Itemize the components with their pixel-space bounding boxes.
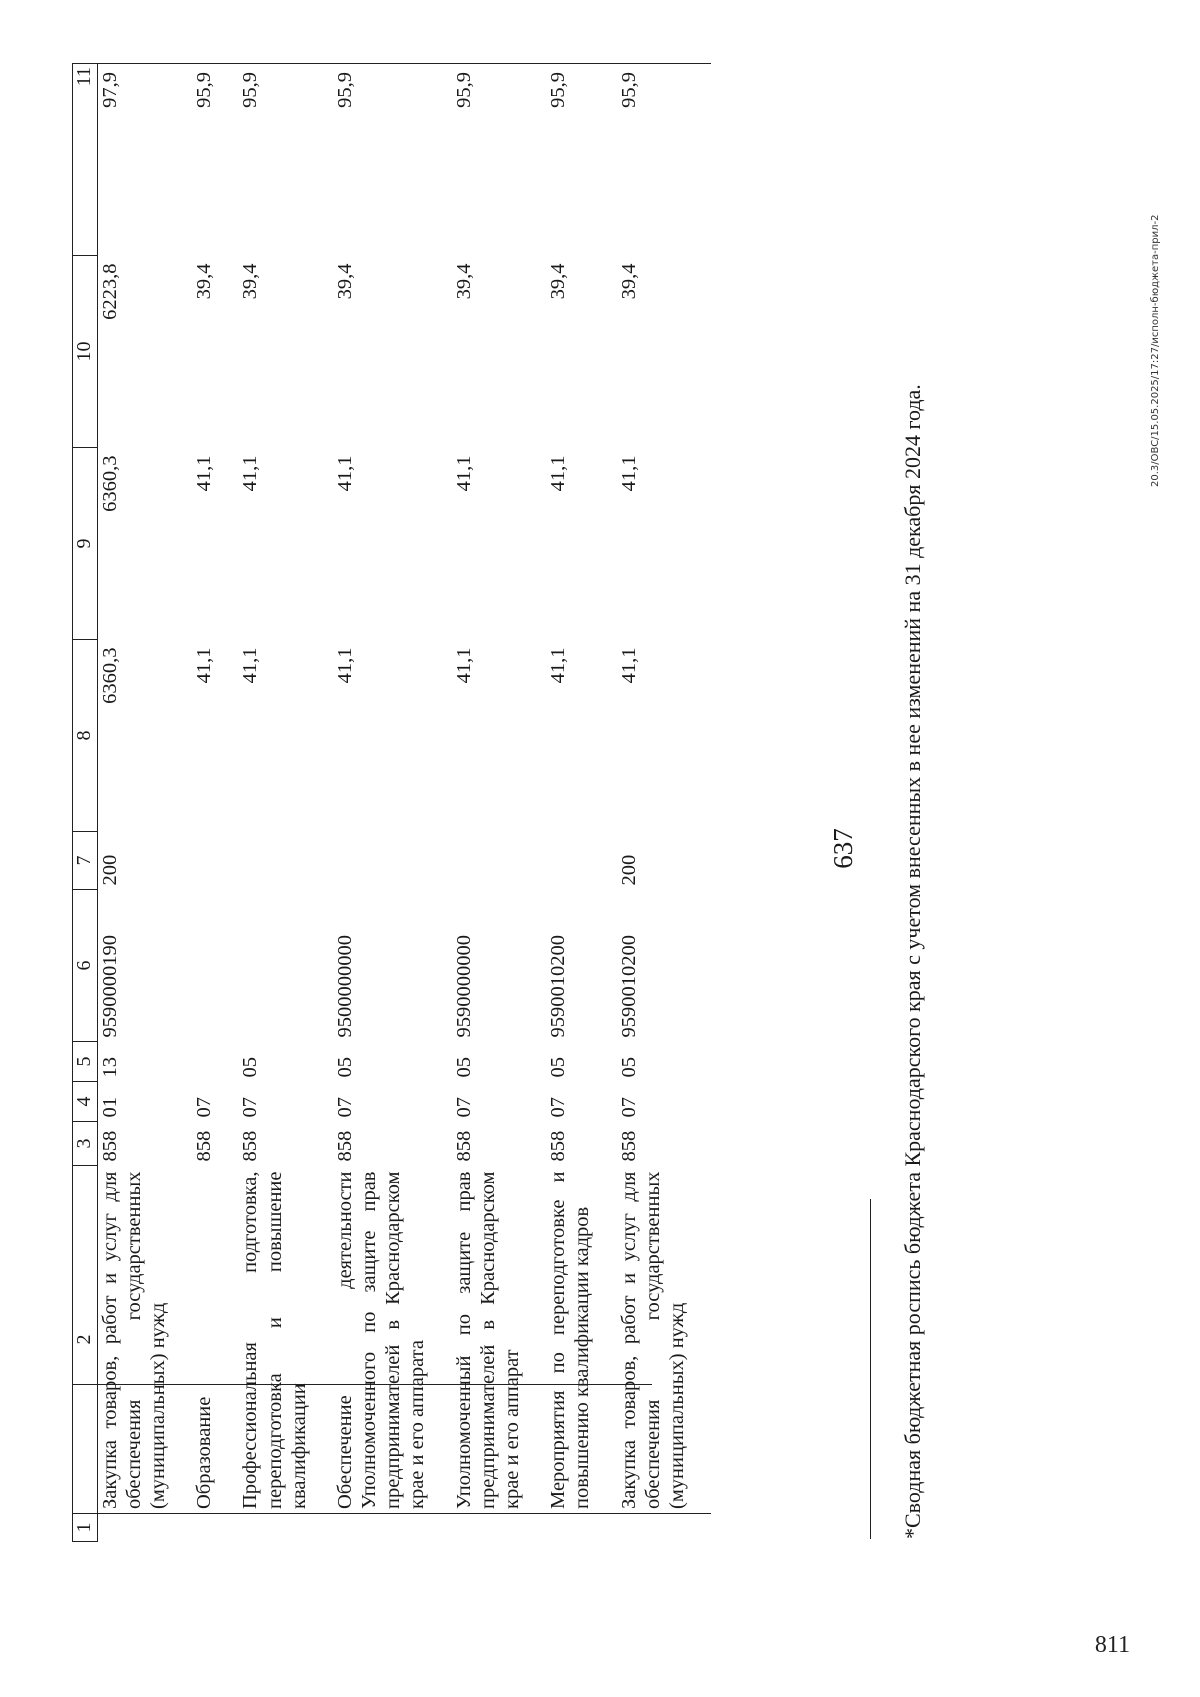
row-value-9: 6360,3 [98,455,121,512]
row-code-5: 05 [452,1057,475,1078]
table-row [617,64,712,1542]
row-code-7 [546,832,616,890]
empty-cell [617,1514,712,1542]
table-row [192,64,238,1542]
row-value-8: 41,1 [547,647,570,684]
row-code-4: 07 [452,1097,475,1118]
budget-table [72,63,711,1542]
row-code-6: 9590000190 [98,935,121,1038]
row-code-6: 9590000000 [452,935,475,1038]
row-value-10: 39,4 [193,263,216,300]
row-value-10: 39,4 [547,263,570,300]
header-col-5: 5 [73,1042,98,1082]
row-name: Уполномоченный по защите прав предпринимателей в Краснодарском крае и его аппарат [452,1166,547,1514]
row-code-7 [333,832,452,890]
row-value-8: 41,1 [239,647,262,684]
row-value-8: 41,1 [333,647,356,684]
row-code-3: 858 [98,1130,121,1162]
header-col-10: 10 [73,256,98,448]
row-name: Обеспечение деятельности Уполномоченного по защите прав предпринимателей в Краснодарском крае и его аппарата [333,1166,452,1514]
row-value-10: 6223,8 [98,263,121,320]
row-code-6: 9590010200 [617,935,640,1038]
header-col-7: 7 [73,832,98,890]
row-code-7: 200 [98,854,121,886]
table-row [238,64,333,1542]
row-code-4: 07 [193,1097,216,1118]
row-value-9: 41,1 [547,455,570,492]
header-col-3: 3 [73,1122,98,1166]
row-code-5: 05 [547,1057,570,1078]
document-stamp: 20.3/OBC/15.05.2025/17:27/исполн-бюджета-прил-2 [1150,214,1161,487]
row-name: Закупка товаров, работ и услуг для обеспечения государственных (муниципальных) нужд [617,1166,712,1514]
row-value-10: 39,4 [452,263,475,300]
row-code-6: 9500000000 [333,935,356,1038]
header-col-4: 4 [73,1082,98,1122]
row-value-11: 95,9 [192,64,238,256]
table-row [333,64,452,1542]
header-col-11: 11 [73,64,98,256]
row-code-3: 858 [193,1130,216,1162]
row-code-3: 858 [547,1130,570,1162]
empty-cell [546,1514,616,1542]
table-row [452,64,547,1542]
row-value-8: 41,1 [617,647,640,684]
row-code-4: 01 [98,1097,121,1118]
row-code-3: 858 [333,1130,356,1162]
footnote-separator [870,1199,871,1539]
header-col-6: 6 [73,890,98,1042]
empty-cell [452,1514,547,1542]
row-name: Мероприятия по переподготовке и повышению квалификации кадров [546,1166,616,1514]
row-value-11: 97,9 [97,64,192,256]
row-code-3: 858 [617,1130,640,1162]
row-code-3: 858 [239,1130,262,1162]
row-value-10: 39,4 [617,263,640,300]
row-value-8: 41,1 [452,647,475,684]
row-code-6 [192,890,238,1042]
empty-cell [333,1514,452,1542]
empty-cell [192,1514,238,1542]
table-row [546,64,616,1542]
row-value-10: 39,4 [239,263,262,300]
row-code-4: 07 [617,1097,640,1118]
row-code-7 [452,832,547,890]
page-number: 637 [828,828,858,869]
footnote: *Сводная бюджетная роспись бюджета Краснодарского края с учетом внесенных в нее изменений на 31 декабря 2024 года. [900,384,925,1539]
row-code-7: 200 [617,854,640,886]
row-code-5: 05 [239,1057,262,1078]
row-value-11: 95,9 [333,64,452,256]
row-value-11: 95,9 [452,64,547,256]
row-code-7 [238,832,333,890]
row-code-5: 05 [617,1057,640,1078]
row-code-3: 858 [452,1130,475,1162]
row-code-6 [238,890,333,1042]
row-name: Образование [192,1166,238,1514]
table-row [97,64,192,1542]
row-value-10: 39,4 [333,263,356,300]
sheet-number: 811 [1094,1632,1130,1658]
row-value-11: 95,9 [238,64,333,256]
row-value-8: 6360,3 [98,647,121,704]
row-value-9: 41,1 [333,455,356,492]
row-code-5 [192,1042,238,1082]
row-code-4: 07 [333,1097,356,1118]
row-code-5: 05 [333,1057,356,1078]
row-value-8: 41,1 [193,647,216,684]
row-name: Закупка товаров, работ и услуг для обеспечения государственных (муниципальных) нужд [97,1166,192,1514]
row-code-6: 9590010200 [547,935,570,1038]
header-row [73,64,98,1542]
header-col-8: 8 [73,640,98,832]
header-col-1: 1 [73,1514,98,1542]
row-value-9: 41,1 [193,455,216,492]
row-value-9: 41,1 [617,455,640,492]
row-code-7 [192,832,238,890]
row-code-4: 07 [239,1097,262,1118]
row-value-9: 41,1 [239,455,262,492]
row-value-11: 95,9 [546,64,616,256]
row-value-11: 95,9 [617,64,712,256]
empty-cell [97,1514,192,1542]
row-name: Профессиональная подготовка, переподготовка и повышение квалификации [238,1166,333,1514]
header-col-9: 9 [73,448,98,640]
empty-cell [238,1514,333,1542]
row-code-4: 07 [547,1097,570,1118]
row-value-9: 41,1 [452,455,475,492]
header-col-2: 2 [73,1166,98,1514]
row-code-5: 13 [98,1057,121,1078]
